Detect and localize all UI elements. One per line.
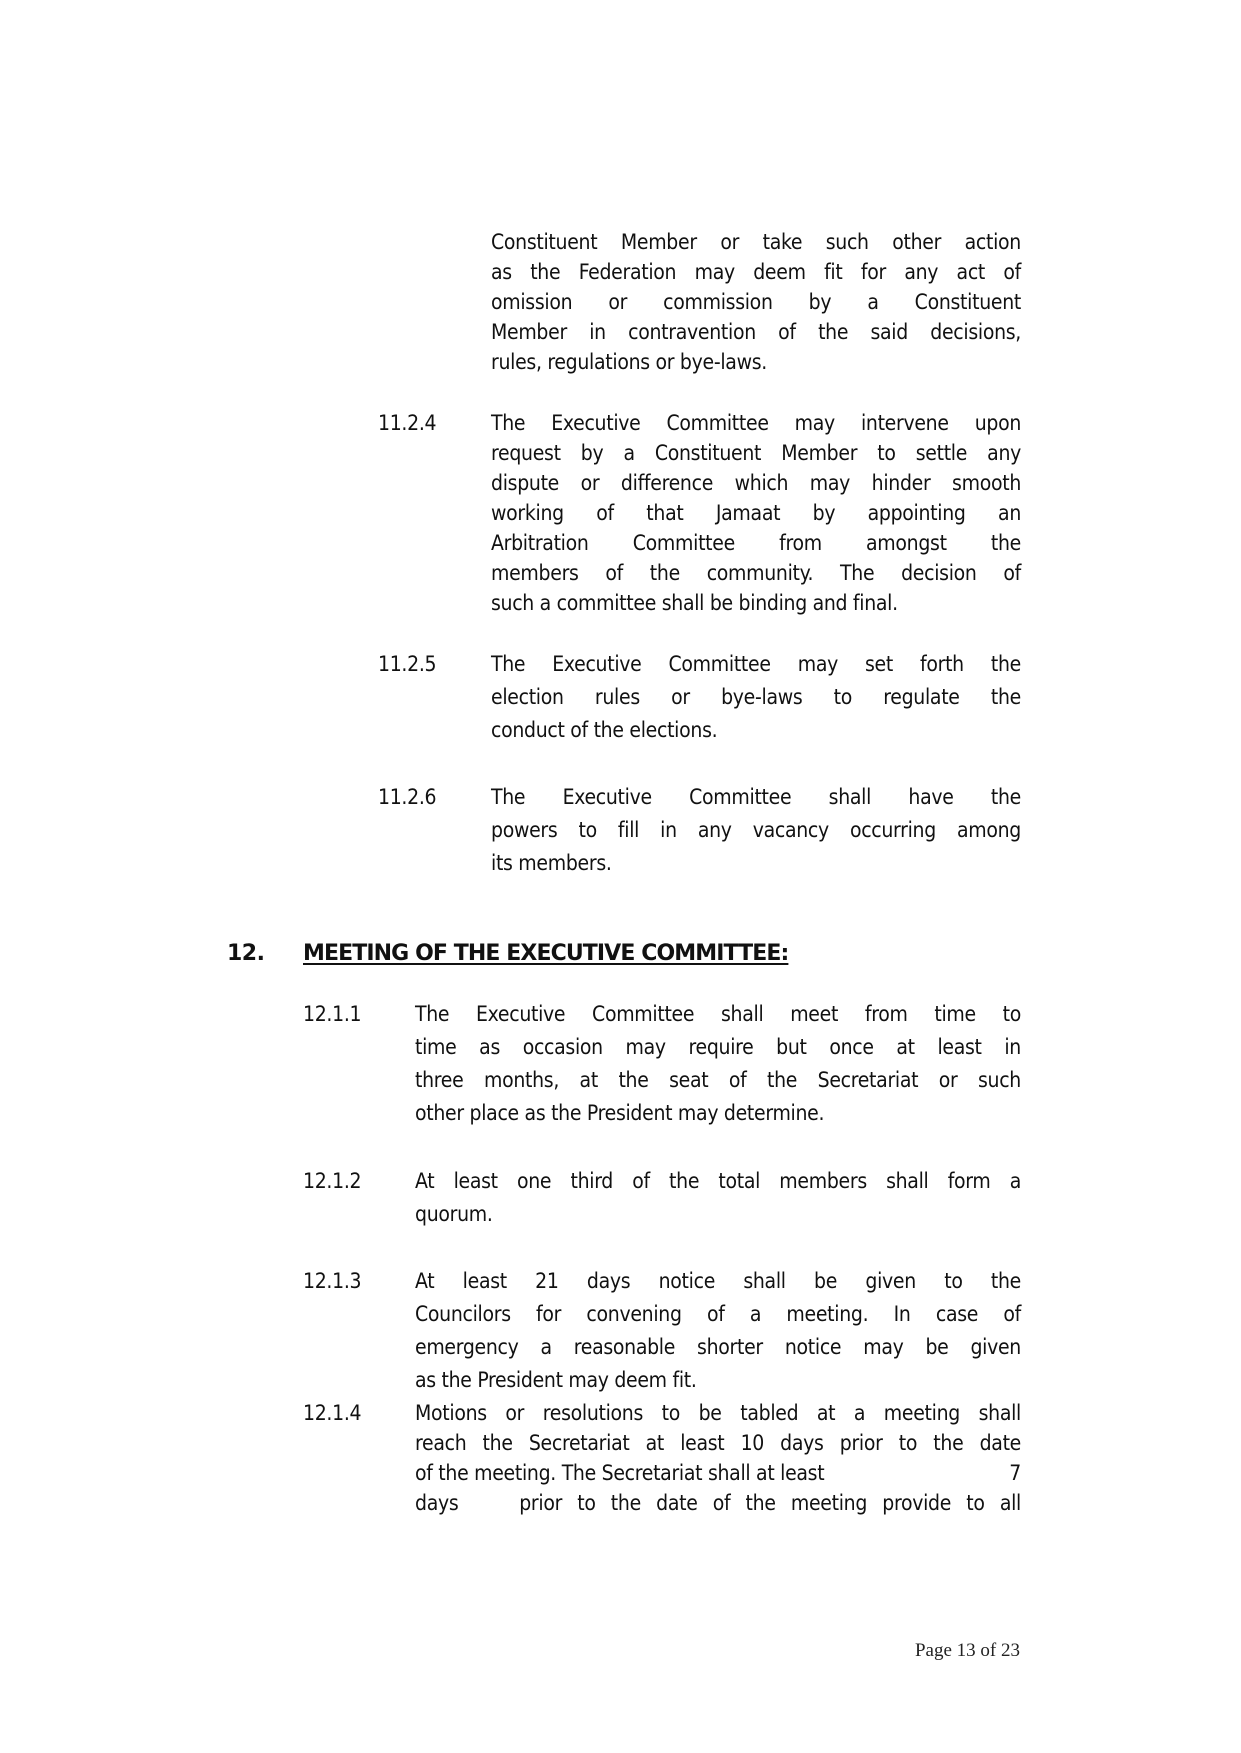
text-fragment: of the meeting. The Secretariat shall at least	[415, 1461, 825, 1485]
clause-number: 12.1.1	[303, 1002, 362, 1026]
page-number: Page 13 of 23	[914, 1640, 1020, 1661]
text-line: Arbitration Committee from amongst the	[491, 531, 1021, 555]
section-heading: MEETING OF THE EXECUTIVE COMMITTEE:	[303, 941, 789, 966]
text-line: At least one third of the total members shall form a	[415, 1169, 1021, 1193]
text-line: working of that Jamaat by appointing an	[491, 501, 1021, 525]
clause-number: 12.1.2	[303, 1169, 362, 1193]
clause-number: 12.1.4	[303, 1401, 362, 1425]
text-line: its members.	[491, 851, 612, 875]
text-line: as the Federation may deem fit for any act of	[491, 260, 1021, 284]
text-line: Councilors for convening of a meeting. In case of	[415, 1302, 1021, 1326]
text-line: The Executive Committee shall have the	[491, 785, 1021, 809]
clause-text	[415, 1165, 1021, 1231]
text-line: At least 21 days notice shall be given to the	[415, 1269, 1021, 1293]
text-line: conduct of the elections.	[491, 718, 718, 742]
text-line: Motions or resolutions to be tabled at a meeting shall	[415, 1401, 1021, 1425]
text-line: three months, at the seat of the Secretariat or such	[415, 1068, 1021, 1092]
text-line: emergency a reasonable shorter notice may be given	[415, 1335, 1021, 1359]
clause-text	[491, 781, 1021, 880]
clause-number: 11.2.4	[378, 411, 437, 435]
text-line: rules, regulations or bye-laws.	[491, 350, 767, 374]
text-line: members of the community. The decision of	[491, 561, 1021, 585]
text-line: Constituent Member or take such other action	[491, 230, 1021, 254]
clause-number: 12.1.3	[303, 1269, 362, 1293]
text-line: other place as the President may determine.	[415, 1101, 825, 1125]
text-line	[415, 1458, 1021, 1488]
text-line: omission or commission by a Constituent	[491, 290, 1021, 314]
text-line: as the President may deem fit.	[415, 1368, 697, 1392]
clause-text	[415, 1265, 1021, 1397]
clause-text	[415, 1398, 1021, 1518]
text-line: time as occasion may require but once at least in	[415, 1035, 1021, 1059]
text-line: powers to fill in any vacancy occurring among	[491, 818, 1021, 842]
section-number: 12.	[227, 941, 265, 966]
text-line: reach the Secretariat at least 10 days prior to the date	[415, 1431, 1021, 1455]
clause-number: 11.2.5	[378, 652, 437, 676]
text-line: election rules or bye-laws to regulate the	[491, 685, 1021, 709]
text-line: days prior to the date of the meeting provide to all	[415, 1491, 1021, 1515]
text-line: The Executive Committee may intervene upon	[491, 411, 1021, 435]
text-line: dispute or difference which may hinder smooth	[491, 471, 1021, 495]
text-line: such a committee shall be binding and final.	[491, 591, 898, 615]
text-fragment: 7	[1009, 1461, 1021, 1485]
text-line: request by a Constituent Member to settle any	[491, 441, 1021, 465]
clause-text	[491, 648, 1021, 747]
text-line: Member in contravention of the said decisions,	[491, 320, 1021, 344]
text-line: The Executive Committee may set forth the	[491, 652, 1021, 676]
clause-number: 11.2.6	[378, 785, 437, 809]
clause-text	[491, 408, 1021, 618]
clause-text	[415, 998, 1021, 1130]
text-line: The Executive Committee shall meet from time to	[415, 1002, 1021, 1026]
text-line: quorum.	[415, 1202, 493, 1226]
